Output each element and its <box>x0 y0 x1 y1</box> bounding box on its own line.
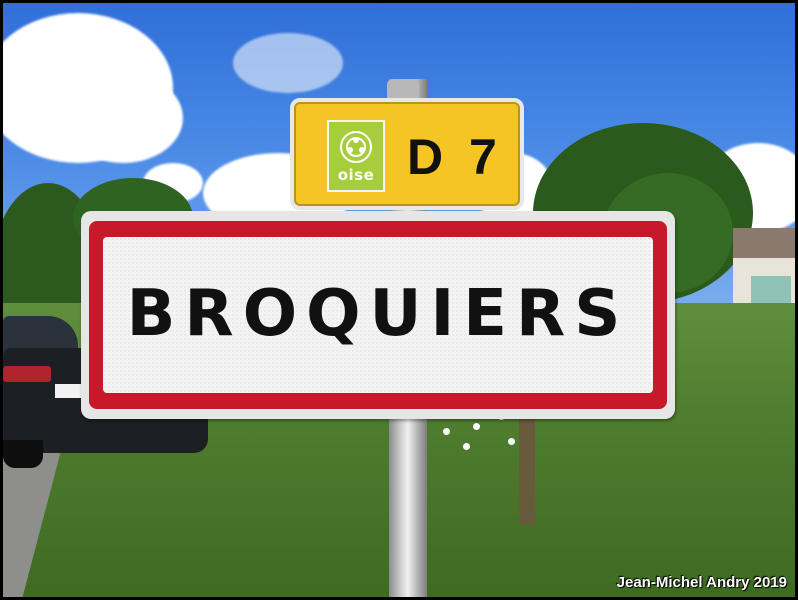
oise-logo <box>327 120 385 192</box>
cloud <box>233 33 343 93</box>
wildflower <box>443 428 450 435</box>
wildflower <box>463 443 470 450</box>
route-sign <box>290 98 524 210</box>
town-sign-red-border <box>89 221 667 409</box>
house-shutter <box>751 276 791 304</box>
oise-logo-emblem-icon <box>337 128 375 166</box>
photo-frame <box>3 3 795 597</box>
car-wheel <box>3 440 43 468</box>
photo-credit: Jean-Michel Andry 2019 <box>616 574 787 591</box>
town-sign-panel <box>103 237 653 393</box>
town-name: BROQUIERS <box>126 277 630 351</box>
house-roof <box>733 228 795 258</box>
house <box>703 228 795 308</box>
wildflower <box>508 438 515 445</box>
oise-logo-text: oise <box>337 166 375 184</box>
car-tail-light <box>3 366 51 382</box>
route-number: D 7 <box>407 129 503 185</box>
wildflower <box>473 423 480 430</box>
cloud <box>63 73 183 163</box>
car-license-plate <box>55 384 83 398</box>
town-entrance-sign <box>81 211 675 419</box>
